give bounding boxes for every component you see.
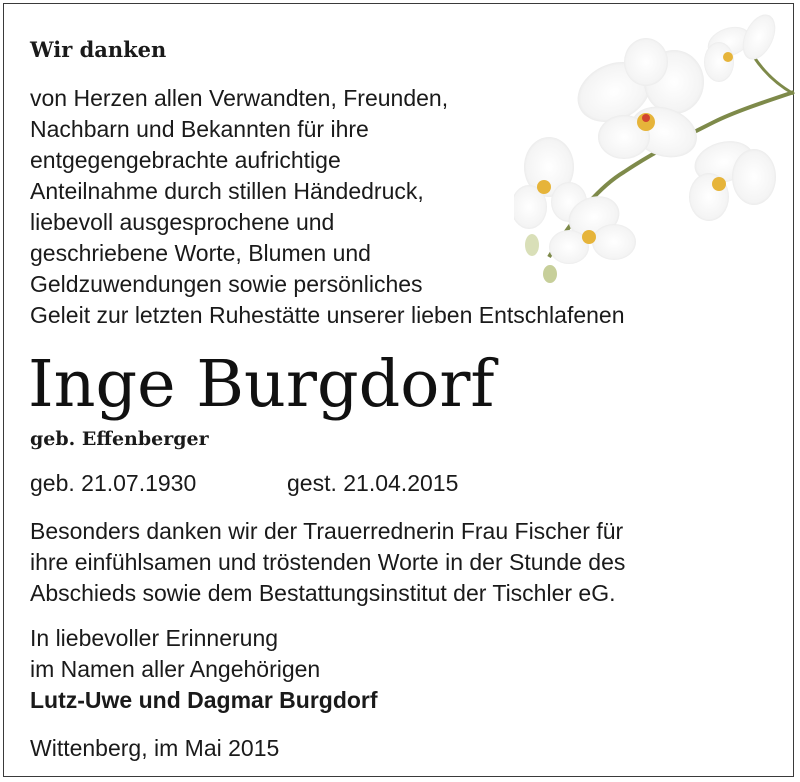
notice-frame <box>3 3 794 777</box>
maiden-name: geb. Effenberger <box>30 428 209 450</box>
closing-line: In liebevoller Erinnerung <box>30 625 279 651</box>
intro-line: Anteilnahme durch stillen Händedruck, <box>30 178 424 204</box>
birth-date: geb. 21.07.1930 <box>30 470 197 496</box>
intro-line: entgegengebrachte aufrichtige <box>30 147 341 173</box>
orchid-image <box>514 12 799 287</box>
thanks-line: Abschieds sowie dem Bestattungsinstitut der Tischler eG. <box>30 580 616 606</box>
intro-line: geschriebene Worte, Blumen und <box>30 240 371 266</box>
thanks-line: Besonders danken wir der Trauerrednerin Frau Fischer für <box>30 518 624 544</box>
special-thanks-paragraph <box>30 516 625 609</box>
thanks-line: ihre einfühlsamen und tröstenden Worte in der Stunde des <box>30 549 626 575</box>
orchid-bud <box>525 234 539 256</box>
orchid-bloom-top <box>704 12 782 82</box>
signers: Lutz-Uwe und Dagmar Burgdorf <box>30 687 378 713</box>
orchid-bud <box>543 265 557 283</box>
intro-line: von Herzen allen Verwandten, Freunden, <box>30 85 449 111</box>
deceased-name: Inge Burgdorf <box>28 347 495 422</box>
intro-line: Nachbarn und Bekannten für ihre <box>30 116 369 142</box>
life-dates <box>30 468 458 499</box>
intro-line: Geldzuwendungen sowie persönliches <box>30 271 423 297</box>
orchid-bloom-large <box>568 38 704 166</box>
intro-line: liebevoll ausgesprochene und <box>30 209 335 235</box>
orchid-bloom-right <box>689 135 776 221</box>
notice-heading: Wir danken <box>30 37 167 62</box>
intro-line: Geleit zur letzten Ruhestätte unserer lieben Entschlafenen <box>30 302 625 328</box>
death-date: gest. 21.04.2015 <box>287 470 459 496</box>
closing-block <box>30 623 378 716</box>
closing-line: im Namen aller Angehörigen <box>30 656 321 682</box>
place-date: Wittenberg, im Mai 2015 <box>30 735 280 761</box>
